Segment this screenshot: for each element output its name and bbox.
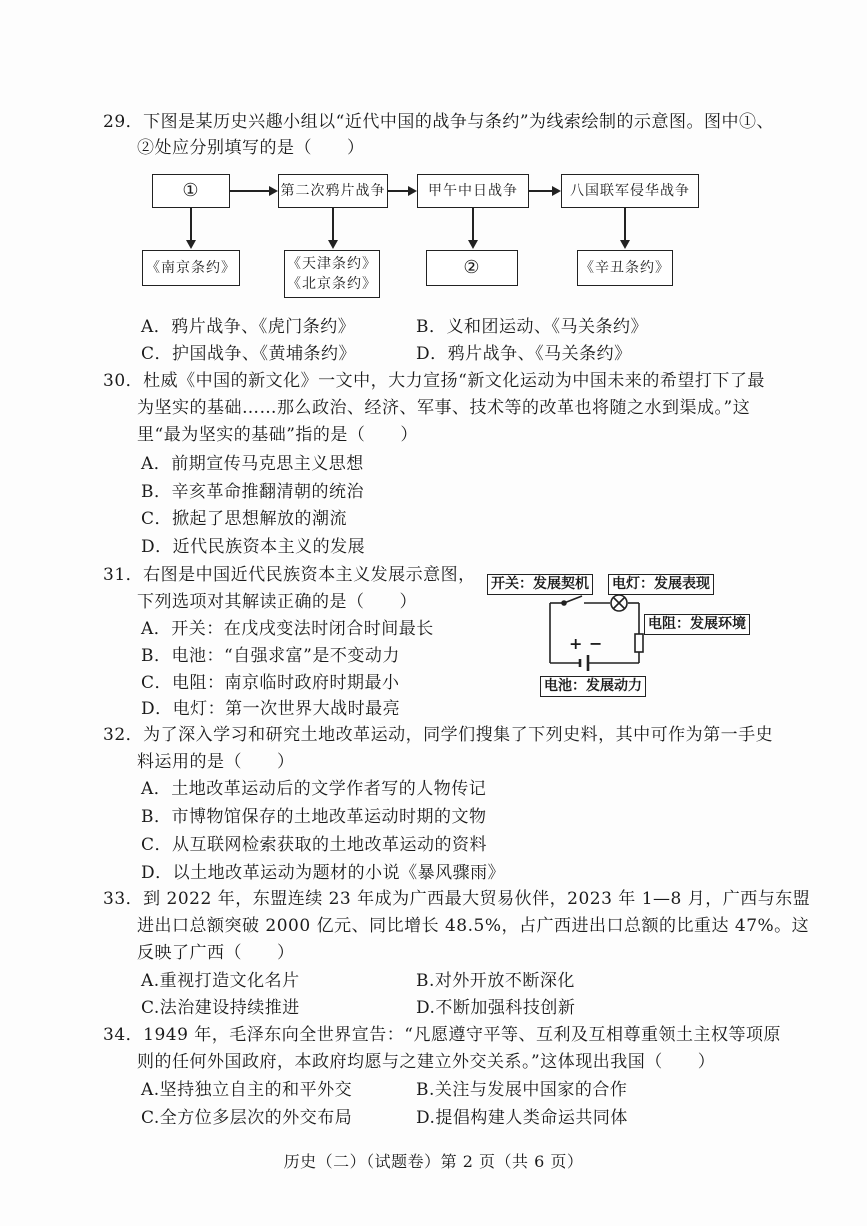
arrow-head-down bbox=[620, 240, 630, 249]
arrow-head-down bbox=[328, 240, 338, 249]
battery-minus-sign: − bbox=[589, 634, 603, 653]
arrow-head-right bbox=[408, 186, 417, 196]
q33-stem-line3: 反映了广西（ ） bbox=[137, 943, 295, 963]
q29-option-a: A．鸦片战争、《虎门条约》 bbox=[141, 317, 356, 337]
lamp-cross bbox=[613, 597, 625, 609]
q30-option-a: A．前期宣传马克思主义思想 bbox=[141, 454, 364, 474]
diagram-treaty-tianjin-beijing bbox=[284, 250, 380, 298]
battery-plus-sign: + bbox=[569, 634, 583, 653]
q30-stem-line1: 30．杜威《中国的新文化》一文中，大力宣扬“新文化运动为中国未来的希望打下了最 bbox=[103, 371, 765, 391]
q32-stem-line2: 料运用的是（ ） bbox=[137, 752, 295, 772]
q32-option-c: C．从互联网检索获取的土地改革运动的资料 bbox=[141, 835, 488, 855]
q30-option-c: C．掀起了思想解放的潮流 bbox=[141, 509, 348, 529]
arrow-head-right bbox=[269, 186, 278, 196]
diagram-box-second-opium-war: 第二次鸦片战争 bbox=[278, 174, 388, 208]
lamp-cross bbox=[613, 597, 625, 609]
arrow-head-down bbox=[468, 240, 478, 249]
q30-stem-line3: 里“最为坚实的基础”指的是（ ） bbox=[137, 425, 418, 445]
q34-option-d: D.提倡构建人类命运共同体 bbox=[416, 1108, 628, 1128]
q30-stem-line2: 为坚实的基础……那么政治、经济、军事、技术等的改革也将随之水到渠成。”这 bbox=[137, 398, 751, 418]
page-footer: 历史（二）（试题卷）第 2 页（共 6 页） bbox=[283, 1152, 584, 1171]
arrow-line bbox=[230, 190, 270, 192]
q31-option-b: B．电池：“自强求富”是不变动力 bbox=[141, 646, 400, 666]
arrow-line bbox=[472, 208, 474, 242]
q31-option-d: D．电灯：第一次世界大战时最亮 bbox=[141, 699, 401, 719]
q31-option-a: A．开关：在戊戌变法时闭合时间最长 bbox=[141, 619, 434, 639]
q32-option-b: B．市博物馆保存的土地改革运动时期的文物 bbox=[141, 807, 487, 827]
q31-stem-line1: 31．右图是中国近代民族资本主义发展示意图， bbox=[103, 565, 476, 585]
q29-stem-line2: ②处应分别填写的是（ ） bbox=[137, 138, 365, 158]
switch-pivot bbox=[562, 601, 566, 605]
q34-stem-line2: 则的任何外国政府，本政府均愿与之建立外交关系。”这体现出我国（ ） bbox=[137, 1052, 716, 1072]
q34-option-a: A.坚持独立自主的和平外交 bbox=[141, 1080, 353, 1100]
q33-stem-line2: 进出口总额突破 2000 亿元、同比增长 48.5%，占广西进出口总额的比重达 47%。这 bbox=[137, 916, 810, 936]
q32-option-a: A．土地改革运动后的文学作者写的人物传记 bbox=[141, 779, 487, 799]
q34-option-c: C.全方位多层次的外交布局 bbox=[141, 1108, 353, 1128]
q34-stem-line1: 34．1949 年，毛泽东向全世界宣告：“凡愿遵守平等、互利及互相尊重领土主权等项原 bbox=[103, 1025, 781, 1045]
switch-blade bbox=[564, 596, 582, 603]
q34-option-b: B.关注与发展中国家的合作 bbox=[416, 1080, 628, 1100]
q32-option-d: D．以土地改革运动为题材的小说《暴风骤雨》 bbox=[141, 863, 506, 883]
arrow-head-right bbox=[552, 186, 561, 196]
q32-stem-line1: 32．为了深入学习和研究土地改革运动，同学们搜集了下列史料，其中可作为第一手史 bbox=[103, 725, 774, 745]
label-resistor: 电阻：发展环境 bbox=[644, 614, 750, 635]
q33-stem-line1: 33．到 2022 年，东盟连续 23 年成为广西最大贸易伙伴，2023 年 1—8 月，广西与东盟 bbox=[103, 889, 811, 909]
diagram-box-sino-japanese-war: 甲午中日战争 bbox=[417, 174, 529, 208]
arrow-head-down bbox=[186, 240, 196, 249]
q30-option-d: D．近代民族资本主义的发展 bbox=[141, 537, 366, 557]
diagram-box-eight-nation-war: 八国联军侵华战争 bbox=[561, 174, 699, 208]
diagram-treaty-nanjing: 《南京条约》 bbox=[142, 250, 240, 286]
q33-option-c: C.法治建设持续推进 bbox=[141, 998, 300, 1018]
label-lamp: 电灯：发展表现 bbox=[608, 574, 714, 595]
q33-option-b: B.对外开放不断深化 bbox=[416, 971, 575, 991]
diagram-treaty-xinchou: 《辛丑条约》 bbox=[577, 250, 673, 286]
arrow-line bbox=[332, 208, 334, 242]
arrow-line bbox=[529, 190, 553, 192]
treaty-beijing: 《北京条约》 bbox=[287, 276, 377, 292]
lamp-circle bbox=[611, 595, 627, 611]
arrow-line bbox=[190, 208, 192, 242]
q31-stem-line2: 下列选项对其解读正确的是（ ） bbox=[137, 592, 417, 612]
diagram-box-blank2: ② bbox=[426, 250, 518, 286]
label-battery: 电池：发展动力 bbox=[540, 676, 646, 697]
q29-option-b: B．义和团运动、《马关条约》 bbox=[416, 317, 648, 337]
q29-option-d: D．鸦片战争、《马关条约》 bbox=[416, 344, 632, 364]
label-switch: 开关：发展契机 bbox=[487, 574, 593, 595]
diagram-box-blank1: ① bbox=[152, 174, 230, 208]
resistor-rect bbox=[635, 634, 643, 652]
q30-option-b: B．辛亥革命推翻清朝的统治 bbox=[141, 482, 364, 502]
q31-option-c: C．电阻：南京临时政府时期最小 bbox=[141, 673, 400, 693]
q29-option-c: C．护国战争、《黄埔条约》 bbox=[141, 344, 357, 364]
arrow-line bbox=[388, 190, 409, 192]
treaty-tianjin: 《天津条约》 bbox=[287, 256, 377, 272]
q33-option-d: D.不断加强科技创新 bbox=[416, 998, 576, 1018]
q29-stem-line1: 29．下图是某历史兴趣小组以“近代中国的战争与条约”为线索绘制的示意图。图中①、 bbox=[103, 112, 775, 132]
q33-option-a: A.重视打造文化名片 bbox=[141, 971, 300, 991]
arrow-line bbox=[624, 208, 626, 242]
